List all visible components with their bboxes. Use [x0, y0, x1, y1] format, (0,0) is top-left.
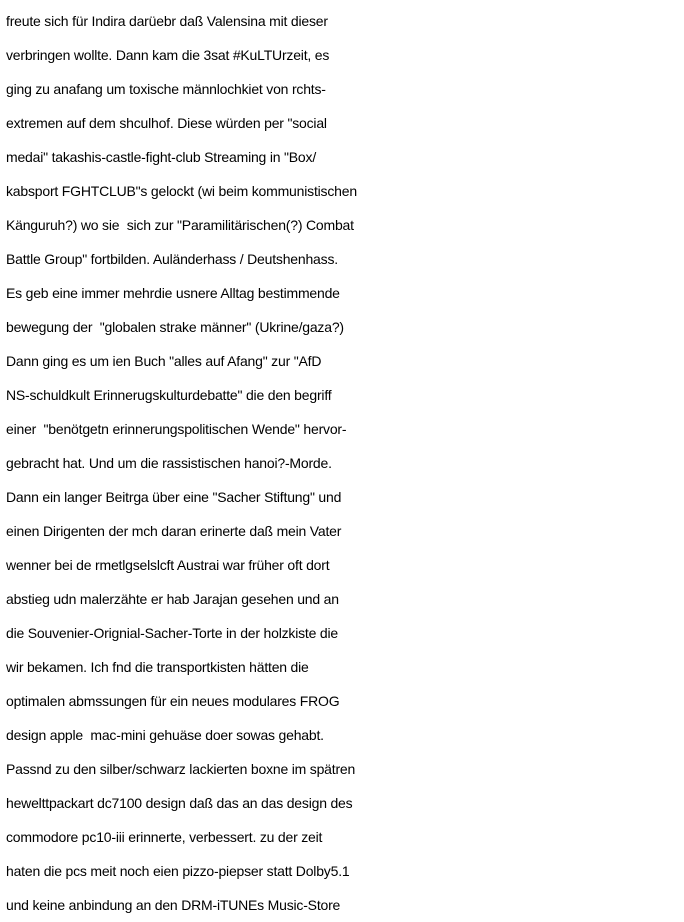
text-line: NS-schuldkult Erinnerugskulturdebatte" die den begriff — [6, 387, 332, 403]
text-line: Dann ging es um ien Buch "alles auf Afang" zur "AfD — [6, 353, 322, 369]
text-line: commodore pc10-iii erinnerte, verbessert. zu der zeit — [6, 829, 323, 845]
text-line: Battle Group" fortbilden. Auländerhass / Deutshenhass. — [6, 251, 338, 267]
text-line: wenner bei de rmetlgselslcft Austrai war früher oft dort — [6, 557, 330, 573]
text-line: kabsport FGHTCLUB"s gelockt (wi beim kommunistischen — [6, 183, 357, 199]
text-line: Passnd zu den silber/schwarz lackierten boxne im spätren — [6, 761, 356, 777]
body-text — [6, 4, 684, 922]
text-line: hewelttpackart dc7100 design daß das an das design des — [6, 795, 353, 811]
text-line: die Souvenier-Orignial-Sacher-Torte in der holzkiste die — [6, 625, 338, 641]
text-line: medai" takashis-castle-fight-club Streaming in "Box/ — [6, 149, 317, 165]
text-line: und keine anbindung an den DRM-iTUNEs Music-Store — [6, 897, 341, 913]
text-line: abstieg udn malerzähte er hab Jarajan gesehen und an — [6, 591, 339, 607]
text-line: wir bekamen. Ich fnd die transportkisten hätten die — [6, 659, 309, 675]
text-line: optimalen abmssungen für ein neues modulares FROG — [6, 693, 340, 709]
text-line: extremen auf dem shculhof. Diese würden per "social — [6, 115, 327, 131]
text-line: Känguruh?) wo sie sich zur "Paramilitärischen(?) Combat — [6, 217, 354, 233]
text-line: Es geb eine immer mehrdie usnere Alltag bestimmende — [6, 285, 340, 301]
text-line: einer "benötgetn erinnerungspolitischen Wende" hervor- — [6, 421, 347, 437]
text-line: bewegung der "globalen strake männer" (Ukrine/gaza?) — [6, 319, 344, 335]
text-line: einen Dirigenten der mch daran erinerte daß mein Vater — [6, 523, 342, 539]
text-line: gebracht hat. Und um die rassistischen hanoi?-Morde. — [6, 455, 332, 471]
text-line: Dann ein langer Beitrga über eine "Sacher Stiftung" und — [6, 489, 342, 505]
text-line: freute sich für Indira darüebr daß Valensina mit dieser — [6, 13, 328, 29]
text-line: design apple mac-mini gehuäse doer sowas gehabt. — [6, 727, 324, 743]
text-line: verbringen wollte. Dann kam die 3sat #KuLTUrzeit, es — [6, 47, 330, 63]
text-line: ging zu anafang um toxische männlochkiet von rchts- — [6, 81, 326, 97]
text-line: haten die pcs meit noch eien pizzo-piepser statt Dolby5.1 — [6, 863, 350, 879]
